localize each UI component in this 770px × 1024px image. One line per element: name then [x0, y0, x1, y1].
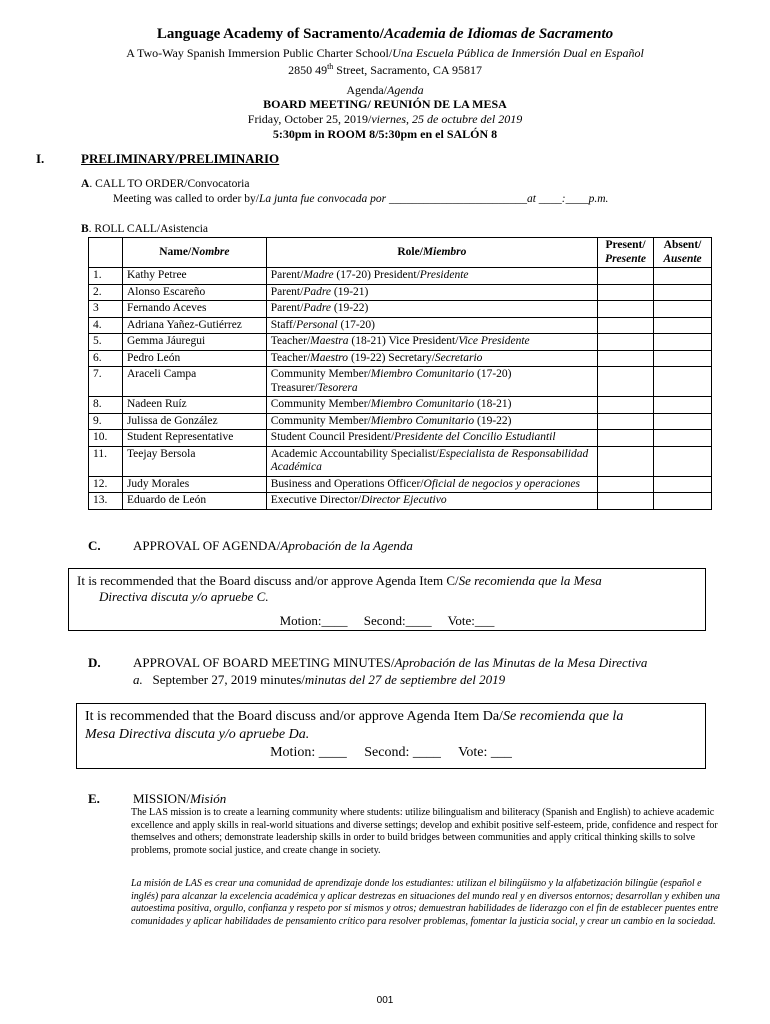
member-role: Academic Accountability Specialist/Especialista de Responsabilidad Académica: [266, 446, 597, 476]
section-e-title: MISSION/Misión: [133, 791, 227, 806]
absent-cell[interactable]: [653, 268, 711, 285]
section-c-box-text: It is recommended that the Board discuss and/or approve Agenda Item C/Se recomienda que la Mesa: [77, 573, 602, 588]
member-role: Executive Director/Director Ejecutivo: [266, 493, 597, 510]
member-role: Community Member/Miembro Comunitario (18-21): [266, 397, 597, 414]
school-title: Language Academy of Sacramento/Academia de Idiomas de Sacramento: [156, 26, 614, 42]
section-d-box-text: It is recommended that the Board discuss and/or approve Agenda Item Da/Se recomienda que la: [85, 709, 624, 724]
row-number: 1.: [89, 268, 123, 285]
absent-cell[interactable]: [653, 413, 711, 430]
table-row: [89, 284, 712, 301]
school-address: 2850 49th Street, Sacramento, CA 95817: [288, 62, 482, 77]
present-cell[interactable]: [598, 301, 654, 318]
table-row: [89, 430, 712, 447]
present-cell[interactable]: [598, 413, 654, 430]
present-cell[interactable]: [598, 317, 654, 334]
header-present: Present/ Presente: [598, 238, 654, 268]
absent-cell[interactable]: [653, 317, 711, 334]
section-d-box-text-2: Mesa Directiva discuta y/o apruebe Da.: [85, 727, 310, 742]
member-name: Student Representative: [122, 430, 266, 447]
header-absent: Absent/ Ausente: [653, 238, 711, 268]
section-d-letter: D.: [88, 655, 101, 670]
absent-cell[interactable]: [653, 430, 711, 447]
table-row: [89, 350, 712, 367]
mission-statement-english: The LAS mission is to create a learning community where students: utilize bilingualism and biliteracy (Spanish and English) to achieve academic excellence and apply skills in real-world situations and diverse settings; develop and exhibit positive self-esteem, pride, confidence and respect for themselves and others; demonstrate leadership skills in order to build bridges between communities and apply critical thinking skills to solve problems, promote social justice, and create change in society.: [131, 807, 718, 856]
member-name: Alonso Escareño: [122, 284, 266, 301]
section-c-letter: C.: [88, 538, 101, 553]
member-name: Teejay Bersola: [122, 446, 266, 476]
row-number: 4.: [89, 317, 123, 334]
section-title-preliminary: PRELIMINARY/PRELIMINARIO: [81, 151, 280, 166]
absent-cell[interactable]: [653, 334, 711, 351]
row-number: 6.: [89, 350, 123, 367]
present-cell[interactable]: [598, 493, 654, 510]
member-name: Eduardo de León: [122, 493, 266, 510]
row-number: 2.: [89, 284, 123, 301]
member-name: Adriana Yañez-Gutiérrez: [122, 317, 266, 334]
page-number: 001: [376, 995, 394, 1006]
present-cell[interactable]: [598, 268, 654, 285]
present-cell[interactable]: [598, 284, 654, 301]
row-number: 12.: [89, 476, 123, 493]
table-row: [89, 334, 712, 351]
absent-cell[interactable]: [653, 397, 711, 414]
table-row: [89, 367, 712, 397]
member-role: Parent/Madre (17-20) President/Presidente: [266, 268, 597, 285]
row-number: 7.: [89, 367, 123, 397]
row-number: 13.: [89, 493, 123, 510]
present-cell[interactable]: [598, 397, 654, 414]
section-e-letter: E.: [88, 791, 100, 806]
table-row: [89, 446, 712, 476]
table-row: [89, 413, 712, 430]
table-row: [89, 493, 712, 510]
member-role: Parent/Padre (19-22): [266, 301, 597, 318]
present-cell[interactable]: [598, 367, 654, 397]
absent-cell[interactable]: [653, 350, 711, 367]
member-role: Student Council President/Presidente del Concilio Estudiantil: [266, 430, 597, 447]
roll-call-title: B. ROLL CALL/Asistencia: [81, 223, 209, 235]
member-name: Julissa de González: [122, 413, 266, 430]
school-subtitle: A Two-Way Spanish Immersion Public Charter School/Una Escuela Pública de Inmersión Dual en Español: [126, 46, 644, 60]
present-cell[interactable]: [598, 350, 654, 367]
section-c-motion: Motion:____ Second:____ Vote:___: [279, 613, 495, 628]
table-row: [89, 476, 712, 493]
meeting-title: BOARD MEETING/ REUNIÓN DE LA MESA: [263, 97, 507, 111]
roll-call-table: [88, 237, 712, 510]
section-c-recommendation-box: [68, 568, 706, 631]
meeting-date: Friday, October 25, 2019/viernes, 25 de octubre del 2019: [247, 112, 523, 126]
agenda-label: Agenda/Agenda: [346, 83, 424, 97]
member-name: Gemma Jáuregui: [122, 334, 266, 351]
member-name: Judy Morales: [122, 476, 266, 493]
row-number: 11.: [89, 446, 123, 476]
member-name: Araceli Campa: [122, 367, 266, 397]
row-number: 9.: [89, 413, 123, 430]
member-role: Parent/Padre (19-21): [266, 284, 597, 301]
table-row: [89, 397, 712, 414]
table-row: [89, 301, 712, 318]
member-role: Staff/Personal (17-20): [266, 317, 597, 334]
member-role: Teacher/Maestra (18-21) Vice President/Vice Presidente: [266, 334, 597, 351]
absent-cell[interactable]: [653, 446, 711, 476]
header-role: Role/Miembro: [266, 238, 597, 268]
absent-cell[interactable]: [653, 284, 711, 301]
meeting-time-room: 5:30pm in ROOM 8/5:30pm en el SALÓN 8: [272, 127, 498, 141]
present-cell[interactable]: [598, 476, 654, 493]
section-c-title: APPROVAL OF AGENDA/Aprobación de la Agenda: [133, 538, 413, 553]
section-d-recommendation-box: [76, 703, 706, 769]
table-header-row: [89, 238, 712, 268]
member-name: Fernando Aceves: [122, 301, 266, 318]
section-d-motion: Motion: ____ Second: ____ Vote: ___: [270, 745, 512, 760]
call-to-order-line: Meeting was called to order by/La junta fue convocada por ________________________at ____:____p.m.: [113, 193, 609, 205]
section-d-title: APPROVAL OF BOARD MEETING MINUTES/Aprobación de las Minutas de la Mesa Directiva: [133, 655, 648, 670]
present-cell[interactable]: [598, 334, 654, 351]
member-role: Community Member/Miembro Comunitario (17-20) Treasurer/Tesorera: [266, 367, 597, 397]
row-number: 5.: [89, 334, 123, 351]
table-row: [89, 317, 712, 334]
absent-cell[interactable]: [653, 476, 711, 493]
member-name: Kathy Petree: [122, 268, 266, 285]
section-d-minutes-item: a. September 27, 2019 minutes/minutas del 27 de septiembre del 2019: [133, 672, 506, 687]
absent-cell[interactable]: [653, 493, 711, 510]
table-row: [89, 268, 712, 285]
row-number: 8.: [89, 397, 123, 414]
mission-statement-spanish: La misión de LAS es crear una comunidad de aprendizaje donde los estudiantes: utilizan el bilingüismo y la alfabetización bilingüe (español e inglés) para alcanzar la excelencia académica y aplicar destrezas en situaciones del mundo real y en diversos entornos; desarrollan y exhiben una autoestima positiva, orgullo, confianza y respeto por sí mismos y otros; demuestran habilidades de liderazgo con el fin de establecer puentes entre comunidades y aplicar habilidades de pensamiento crítico para resolver problemas, fomentar la justicia social, y crear un cambio en la sociedad.: [131, 878, 721, 927]
header-num: [89, 238, 123, 268]
present-cell[interactable]: [598, 430, 654, 447]
member-role: Community Member/Miembro Comunitario (19-22): [266, 413, 597, 430]
header-name: Name/Nombre: [122, 238, 266, 268]
row-number: 10.: [89, 430, 123, 447]
member-name: Nadeen Ruíz: [122, 397, 266, 414]
row-number: 3: [89, 301, 123, 318]
absent-cell[interactable]: [653, 367, 711, 397]
member-role: Teacher/Maestro (19-22) Secretary/Secretario: [266, 350, 597, 367]
section-numeral: I.: [36, 151, 45, 166]
section-c-box-text-2: Directiva discuta y/o apruebe C.: [99, 589, 269, 604]
call-to-order-title: A. CALL TO ORDER/Convocatoria: [81, 178, 250, 190]
present-cell[interactable]: [598, 446, 654, 476]
member-name: Pedro León: [122, 350, 266, 367]
member-role: Business and Operations Officer/Oficial de negocios y operaciones: [266, 476, 597, 493]
absent-cell[interactable]: [653, 301, 711, 318]
